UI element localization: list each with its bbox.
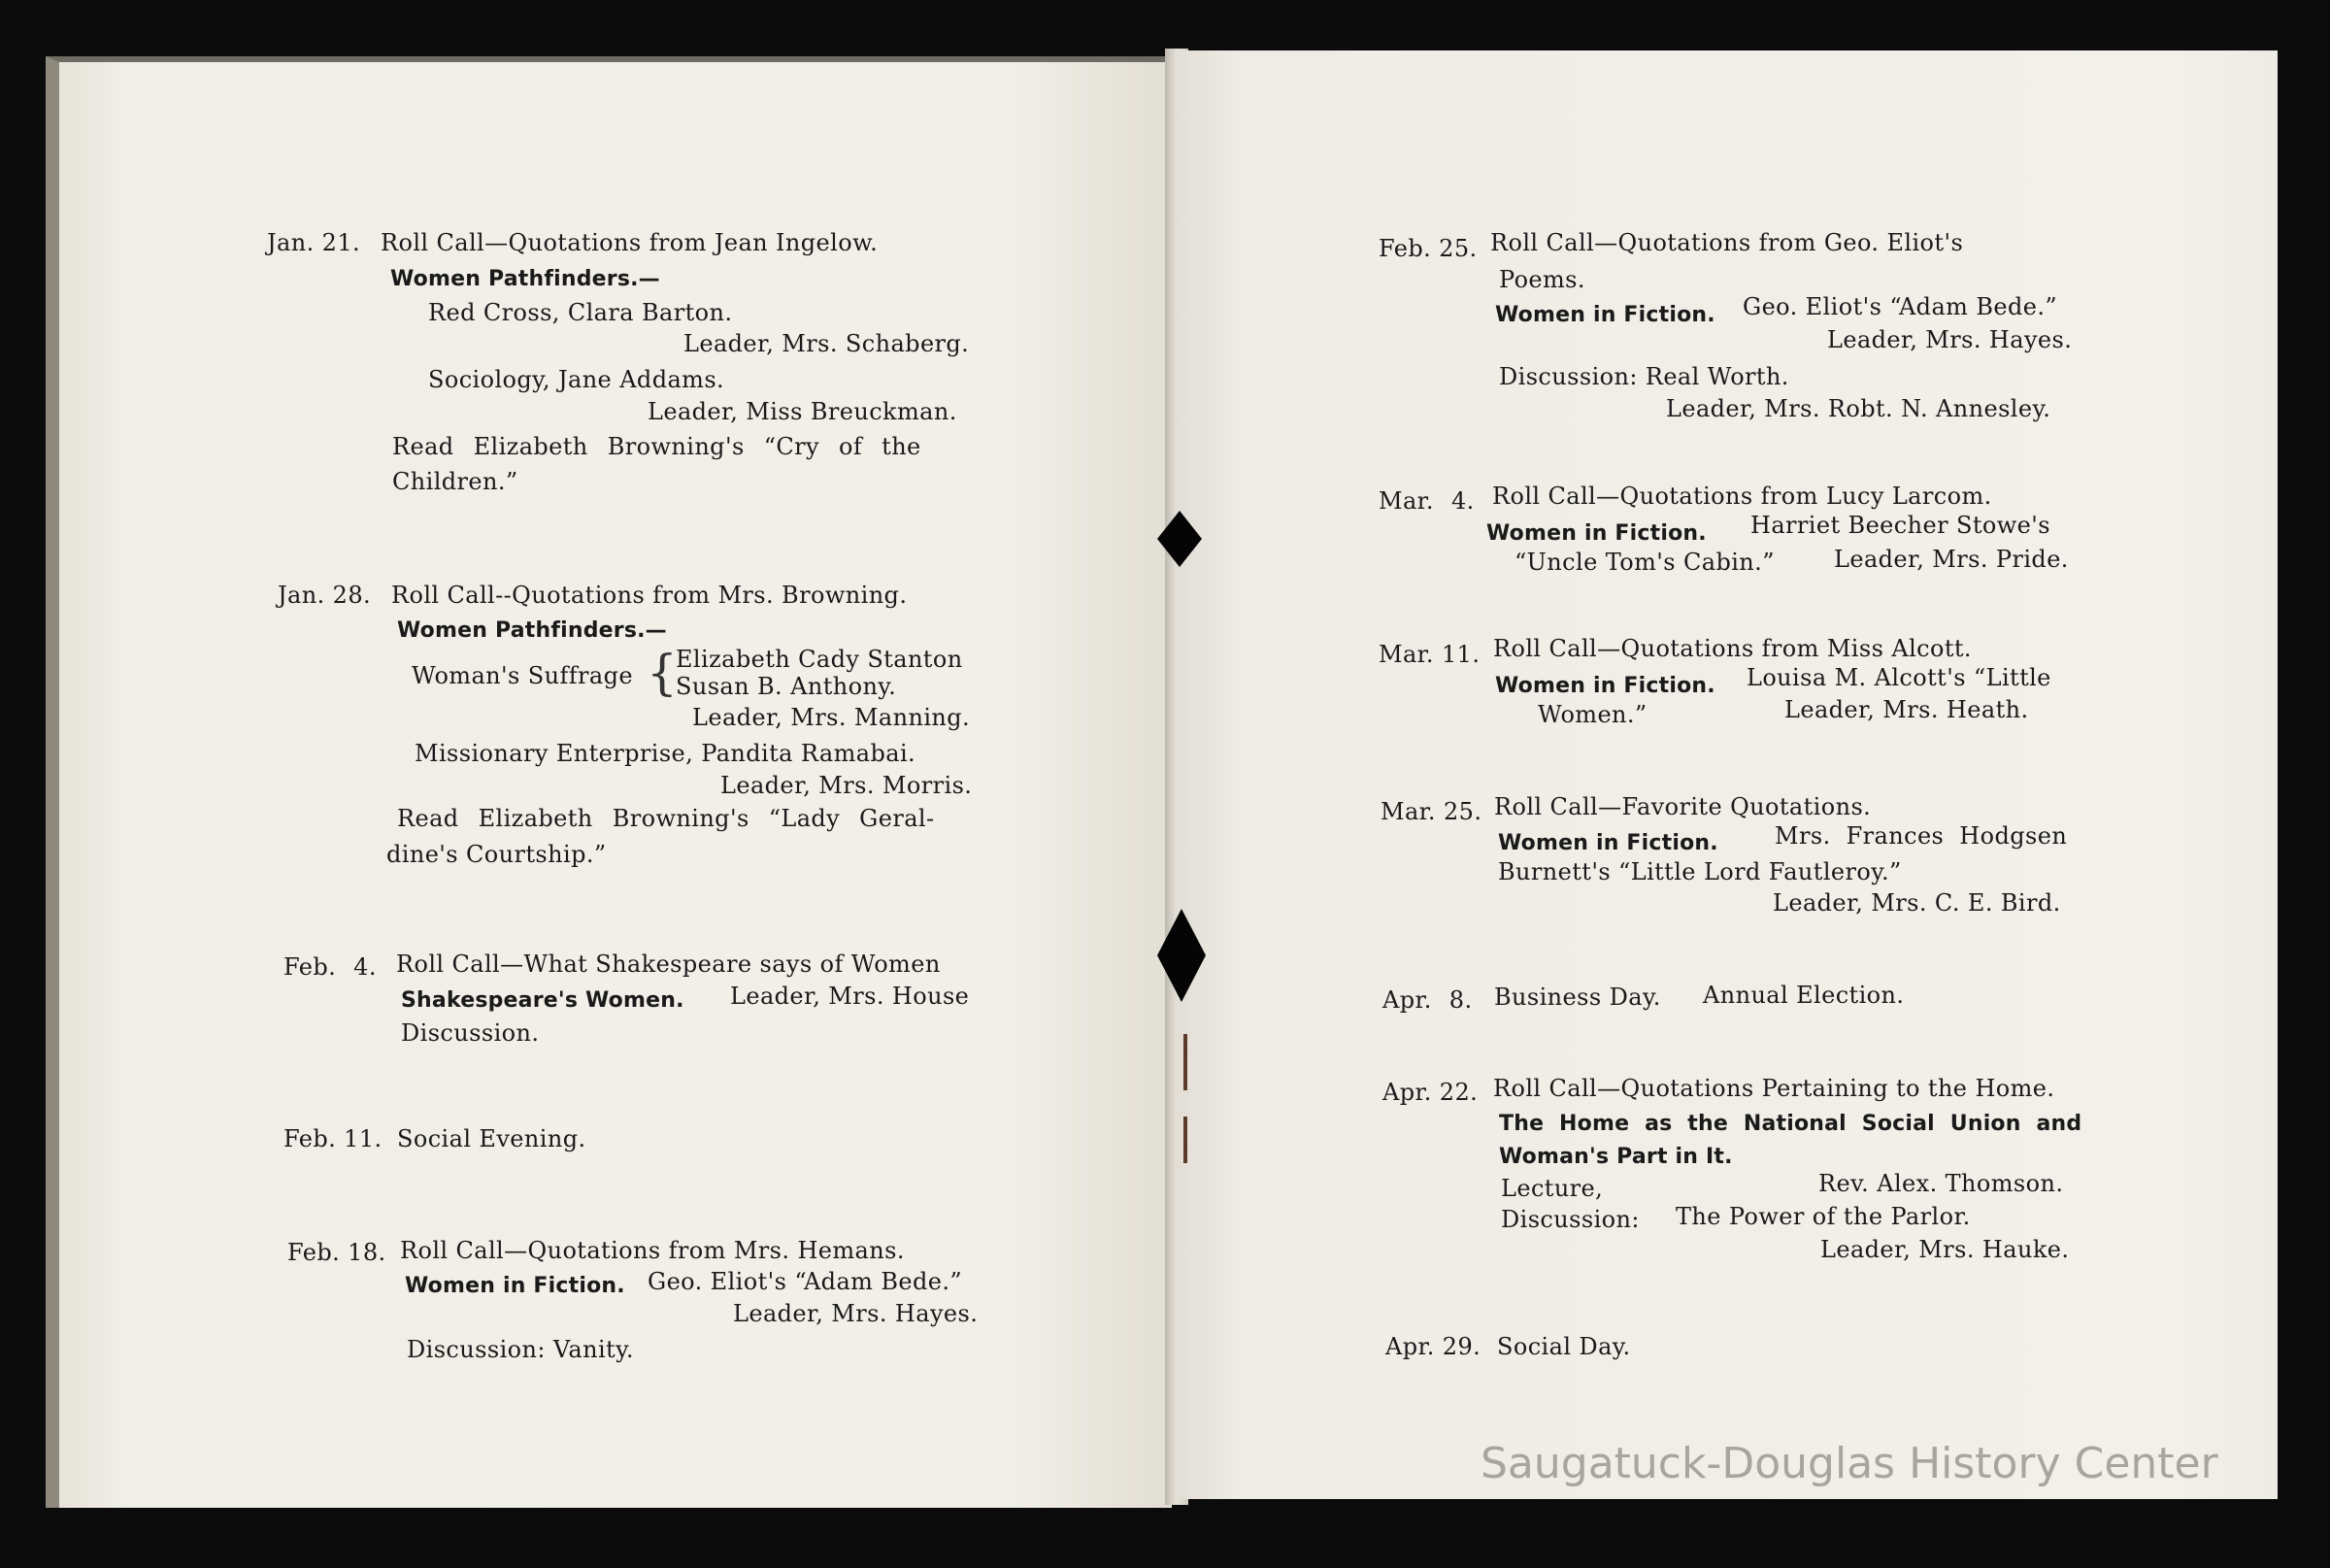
roll-call: Roll Call—What Shakespeare says of Women	[396, 951, 941, 978]
program-topic: Women in Fiction.	[1486, 521, 1707, 546]
program-topic: Women in Fiction.	[1498, 831, 1718, 855]
history-center-watermark: Saugatuck-Douglas History Center	[1481, 1439, 2218, 1488]
entry-text: Social Evening.	[397, 1125, 586, 1152]
book-title-continued: Burnett's “Little Lord Fautleroy.”	[1498, 858, 1902, 885]
leader-line: Leader, Mrs. Hayes.	[1827, 326, 2073, 353]
entry-date: Apr. 29.	[1385, 1333, 1481, 1360]
entry-date: Mar. 25.	[1381, 798, 1482, 825]
program-line: Discussion: Real Worth.	[1499, 363, 1789, 390]
roll-call: Roll Call—Quotations from Miss Alcott.	[1493, 635, 1972, 662]
roll-call: Roll Call—Favorite Quotations.	[1494, 793, 1872, 820]
book-title: Geo. Eliot's “Adam Bede.”	[1743, 293, 2058, 320]
paper-tear	[1183, 1034, 1187, 1090]
leader-line: Leader, Mrs. Manning.	[692, 704, 971, 731]
program-topic: Women in Fiction.	[1495, 674, 1715, 698]
entry-date: Apr. 8.	[1382, 986, 1473, 1014]
entry-date: Feb. 25.	[1379, 235, 1478, 262]
leader-line: Leader, Mrs. House	[730, 983, 970, 1010]
entry-text: Business Day.	[1494, 984, 1661, 1011]
program-line: Lecture,	[1501, 1175, 1604, 1202]
entry-date: Mar. 4.	[1379, 487, 1475, 515]
program-line: Sociology, Jane Addams.	[428, 366, 725, 393]
leader-line: Leader, Mrs. Hauke.	[1820, 1236, 2070, 1263]
entry-date: Feb. 18.	[287, 1239, 386, 1266]
book-title: Mrs. Frances Hodgsen	[1775, 822, 2068, 850]
entry-date: Jan. 28.	[278, 582, 372, 609]
program-topic: Women Pathfinders.—	[397, 618, 667, 643]
program-topic-continued: Woman's Part in It.	[1499, 1145, 1733, 1169]
reading-line: Read Elizabeth Browning's “Cry of the	[392, 433, 921, 460]
leader-line: Leader, Mrs. Pride.	[1834, 546, 2069, 573]
roll-call: Roll Call--Quotations from Mrs. Browning.	[391, 582, 908, 609]
entry-date: Feb. 4.	[283, 953, 377, 981]
book-title-continued: Women.”	[1538, 701, 1648, 728]
leader-line: Leader, Miss Breuckman.	[648, 398, 957, 425]
entry-date: Feb. 11.	[283, 1125, 383, 1152]
program-topic: The Home as the National Social Union and	[1499, 1112, 2082, 1136]
book-title-continued: “Uncle Tom's Cabin.”	[1514, 549, 1775, 576]
leader-line: Leader, Mrs. Hayes.	[733, 1300, 979, 1327]
entry-text: Social Day.	[1497, 1333, 1631, 1360]
roll-call: Roll Call—Quotations from Lucy Larcom.	[1492, 483, 1992, 510]
discussion-topic: The Power of the Parlor.	[1676, 1203, 1971, 1230]
program-line: Discussion:	[1501, 1206, 1640, 1233]
entry-date: Apr. 22.	[1382, 1079, 1479, 1106]
suffrage-name: Susan B. Anthony.	[676, 673, 897, 700]
leader-line: Leader, Mrs. Morris.	[720, 772, 973, 799]
program-line: Red Cross, Clara Barton.	[428, 299, 733, 326]
program-topic: Shakespeare's Women.	[401, 988, 684, 1013]
suffrage-label: Woman's Suffrage	[412, 662, 633, 689]
roll-call: Roll Call—Quotations from Geo. Eliot's	[1490, 229, 1964, 256]
roll-call: Roll Call—Quotations from Jean Ingelow.	[381, 229, 879, 256]
lecturer-name: Rev. Alex. Thomson.	[1818, 1170, 2064, 1197]
leader-line: Leader, Mrs. C. E. Bird.	[1773, 889, 2061, 917]
book-title: Harriet Beecher Stowe's	[1750, 512, 2050, 539]
program-line: Missionary Enterprise, Pandita Ramabai.	[415, 740, 916, 767]
book-title: Geo. Eliot's “Adam Bede.”	[648, 1268, 963, 1295]
entry-date: Mar. 11.	[1379, 641, 1481, 668]
leader-line: Leader, Mrs. Schaberg.	[683, 330, 970, 357]
program-line: Discussion: Vanity.	[407, 1336, 634, 1363]
book-title: Louisa M. Alcott's “Little	[1747, 664, 2051, 691]
entry-date: Jan. 21.	[267, 229, 361, 256]
program-topic: Women in Fiction.	[1495, 303, 1715, 327]
roll-call: Roll Call—Quotations Pertaining to the Home.	[1493, 1075, 2055, 1102]
reading-line: Children.”	[392, 468, 518, 495]
program-line: Discussion.	[401, 1019, 540, 1047]
roll-call: Roll Call—Quotations from Mrs. Hemans.	[400, 1237, 905, 1264]
leader-line: Leader, Mrs. Heath.	[1784, 696, 2029, 723]
reading-line: Read Elizabeth Browning's “Lady Geral-	[397, 805, 935, 832]
program-topic: Women in Fiction.	[405, 1274, 625, 1298]
suffrage-name: Elizabeth Cady Stanton	[676, 646, 963, 673]
paper-tear	[1183, 1117, 1187, 1163]
brace-symbol: {	[647, 645, 678, 701]
program-topic: Women Pathfinders.—	[390, 267, 660, 291]
reading-line: dine's Courtship.”	[386, 841, 607, 868]
roll-call-continued: Poems.	[1499, 266, 1585, 293]
right-page	[1175, 50, 2278, 1499]
entry-text: Annual Election.	[1703, 982, 1905, 1009]
leader-line: Leader, Mrs. Robt. N. Annesley.	[1666, 395, 2051, 422]
